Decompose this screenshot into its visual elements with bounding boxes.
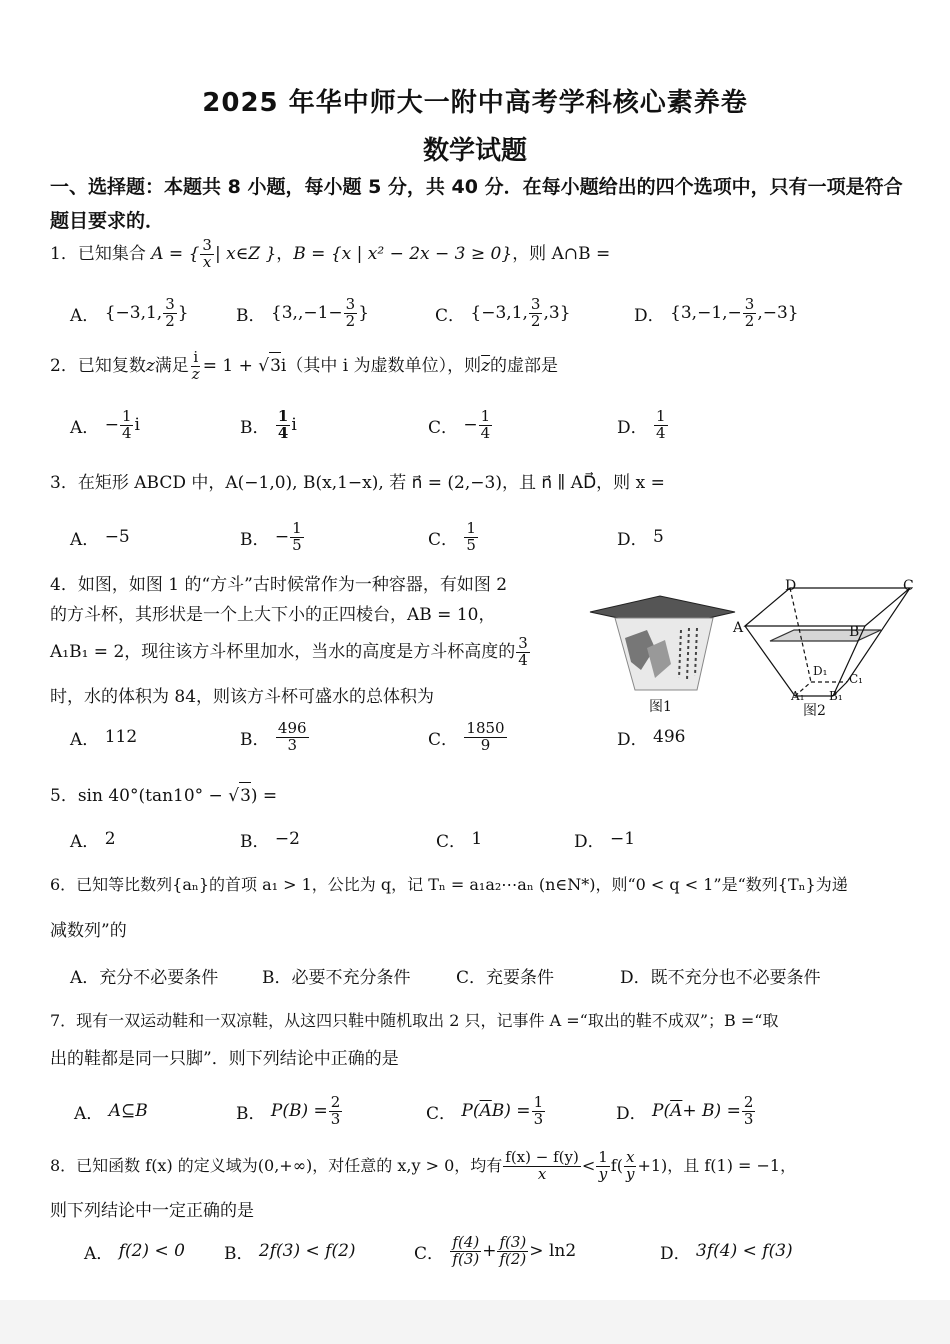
option-a[interactable]: A． f(2) < 0 [84, 1241, 185, 1264]
fraction: $\frac{3}{x}$ [202, 236, 212, 271]
option-d[interactable]: D． 5 [617, 527, 664, 550]
question-4-options [70, 712, 910, 762]
frustum-diagram [745, 588, 910, 696]
question-7-options [70, 1086, 910, 1136]
option-d[interactable]: D． 1 4 [617, 406, 666, 442]
question-4-line-1: 4．如图，如图 1 的“方斗”古时候常作为一种容器，有如图 2 [50, 575, 508, 595]
option-d[interactable]: D． 496 [617, 727, 686, 750]
option-c[interactable]: C． {−3,1, 3 2 ,3} [435, 294, 571, 330]
question-2-options [70, 400, 910, 450]
option-b[interactable]: B． −2 [240, 829, 300, 852]
option-b[interactable]: B． {3,,−1− $\frac{3}{2}$ } [236, 294, 370, 330]
question-4-figure [585, 578, 915, 718]
option-a[interactable]: A． {−3,1, 3 2 } [70, 294, 189, 330]
question-4-line-3: A₁B₁ = 2，现往该方斗杯里加水，当水的高度是方斗杯高度的 $\frac{3}{4}$ [50, 634, 528, 669]
page-bottom-margin [0, 1300, 950, 1344]
label-b: B [849, 624, 860, 640]
option-a[interactable]: A． A⊆B [74, 1101, 148, 1124]
option-c[interactable]: C． 1 [436, 829, 483, 852]
question-8-line-2: 则下列结论中一定正确的是 [50, 1201, 254, 1221]
option-c[interactable]: C．充要条件 [456, 967, 555, 988]
option-a[interactable]: A．充分不必要条件 [70, 967, 219, 988]
question-2: 2．已知复数z满足 $\frac{i}{z}$ = 1 + √3i（其中 i 为虚数单位），则$\overline{z}$的虚部是 [50, 348, 559, 383]
label-b1: B₁ [829, 689, 843, 703]
option-c[interactable]: C． f(4) f(3) + $\frac{f(3)}{f(2)}$ > ln2 [414, 1232, 577, 1268]
option-b[interactable]: B． P(B) = $\frac{2}{3}$ [236, 1092, 341, 1128]
question-5: 5．sin 40°(tan10° − √3) = [50, 782, 277, 809]
figure-2-caption: 图2 [803, 703, 826, 719]
option-b[interactable]: B． 2f(3) < f(2) [224, 1241, 356, 1264]
figure-svg [585, 578, 915, 718]
option-a[interactable]: A． −5 [70, 527, 130, 550]
question-1-options [70, 288, 910, 338]
fangdou-cup-image [590, 596, 735, 690]
option-d[interactable]: D． −1 [574, 829, 636, 852]
question-4-line-2: 的方斗杯，其形状是一个上大下小的正四棱台，AB = 10， [50, 605, 496, 625]
question-6-line-2: 减数列”的 [50, 921, 127, 941]
exam-title: 2025 年华中师大一附中高考学科核心素养卷 [202, 88, 748, 118]
option-a[interactable]: A． − $\frac{1}{4}$ i [70, 406, 140, 442]
option-b[interactable]: B． 496 3 [240, 718, 307, 754]
option-b[interactable]: B． 1 4 i [240, 406, 297, 442]
option-c[interactable]: C． 1 5 [428, 518, 476, 554]
question-8-line-1: 8．已知函数 f(x) 的定义域为(0,+∞)，对任意的 x,y > 0，均有 $\frac{f(x) - f(y)}{x}$ < $\frac{1}{y}$ f( $\frac{x}{y}$ +1)，且 f(1) = −1， [50, 1148, 797, 1183]
section-heading: 一、选择题：本题共 8 小题，每小题 5 分，共 40 分．在每小题给出的四个选项中，只有一项是符合题目要求的． [50, 176, 903, 232]
option-b[interactable]: B．必要不充分条件 [262, 967, 411, 988]
option-d[interactable]: D．既不充分也不必要条件 [620, 967, 821, 988]
option-c[interactable]: C． 1850 9 [428, 718, 505, 754]
option-d[interactable]: D． P( $\overline{A}$ + B) = $\frac{2}{3}$ [616, 1092, 754, 1128]
label-c: C [903, 578, 914, 594]
option-a[interactable]: A． 2 [70, 829, 116, 852]
option-a[interactable]: A． 112 [70, 727, 138, 750]
label-a: A [733, 620, 744, 636]
figure-1-caption: 图1 [649, 699, 672, 715]
question-5-options [70, 814, 910, 864]
question-3: 3．在矩形 ABCD 中，A(−1,0), B(x,1−x), 若 n⃗ = (2,−3)，且 n⃗ ∥ AD⃗，则 x = [50, 473, 665, 493]
question-7-line-2: 出的鞋都是同一只脚”．则下列结论中正确的是 [50, 1049, 399, 1069]
label-d1: D₁ [813, 664, 828, 678]
label-c1: C₁ [849, 672, 863, 686]
question-1: 1．已知集合 A = { $\frac{3}{x}$ | x∈Z }，B = {x | x² − 2x − 3 ≥ 0}，则 A∩B = [50, 236, 611, 271]
label-a1: A₁ [791, 689, 805, 703]
option-c[interactable]: C． P( $\overline{A}$ B) = $\frac{1}{3}$ [426, 1092, 544, 1128]
option-b[interactable]: B． − $\frac{1}{5}$ [240, 518, 302, 554]
option-d[interactable]: D． 3f(4) < f(3) [660, 1241, 793, 1264]
question-4-line-4: 时，水的体积为 84，则该方斗杯可盛水的总体积为 [50, 687, 435, 707]
question-3-options [70, 512, 910, 562]
option-c[interactable]: C． − $\frac{1}{4}$ [428, 406, 491, 442]
question-6-options [70, 950, 910, 1000]
question-7-line-1: 7．现有一双运动鞋和一双凉鞋，从这四只鞋中随机取出 2 只，记事件 A =“取出的鞋不成双”；B =“取 [50, 1011, 779, 1030]
question-6-line-1: 6．已知等比数列{aₙ}的首项 a₁ > 1，公比为 q，记 Tₙ = a₁a₂⋯aₙ (n∈N*)，则“0 < q < 1”是“数列{Tₙ}为递 [50, 875, 848, 894]
label-d: D [785, 578, 797, 594]
question-8-options [70, 1226, 910, 1276]
exam-subtitle: 数学试题 [422, 136, 527, 166]
option-d[interactable]: D． {3,−1,− $\frac{3}{2}$ ,−3} [634, 294, 799, 330]
